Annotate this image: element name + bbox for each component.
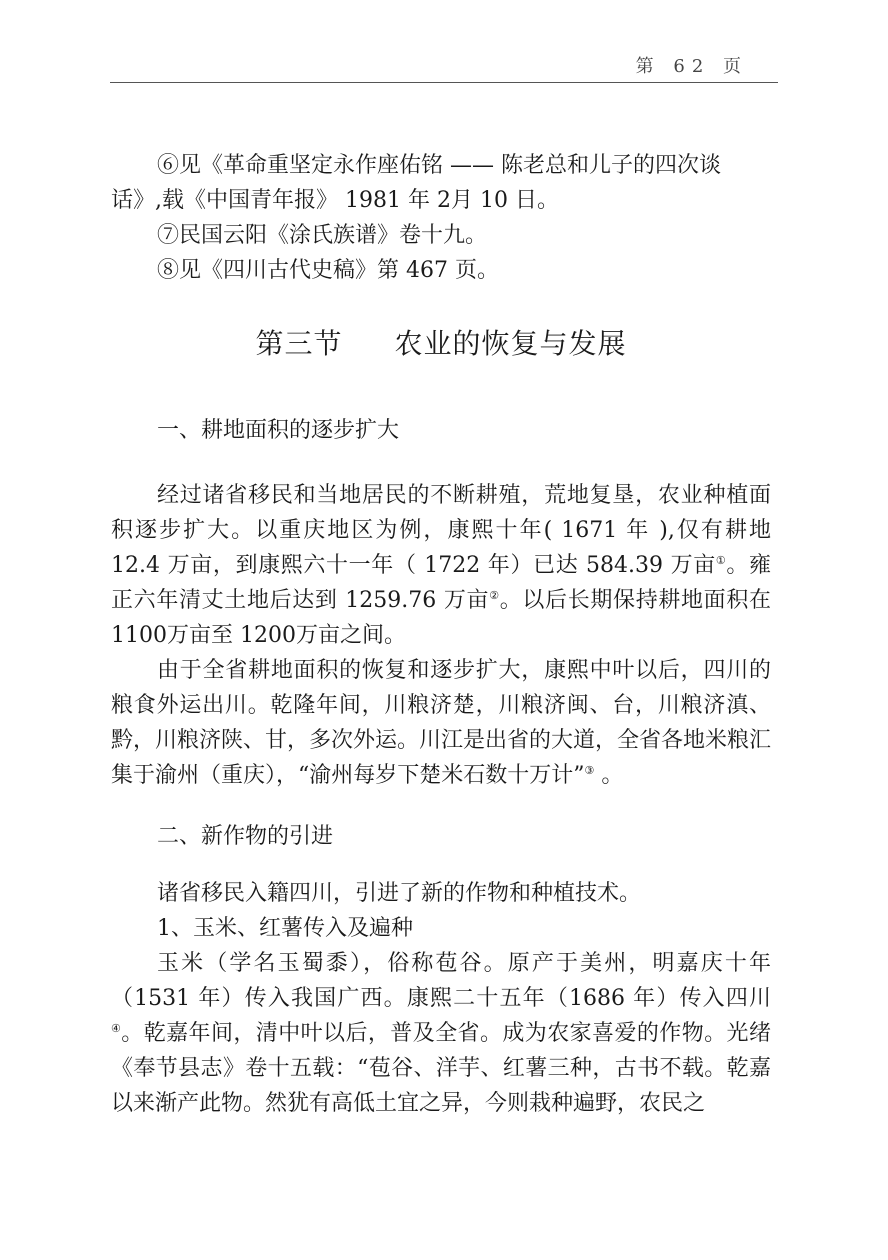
page-content	[111, 148, 771, 1121]
footnote-ref-3: ③	[584, 764, 595, 777]
page-number-header: 第 62 页	[635, 56, 748, 77]
paragraph-corn	[111, 946, 771, 1121]
footnote-ref-1: ①	[715, 554, 727, 567]
sub-heading-corn-sweet-potato: 1、玉米、红薯传入及遍种	[157, 916, 413, 941]
paragraph-text: 。	[594, 763, 624, 788]
paragraph-new-crops: 诸省移民入籍四川，引进了新的作物和种植技术。	[157, 881, 642, 906]
footnote-8: ⑧见《四川古代史稿》第 467 页。	[157, 258, 499, 283]
paragraph-text: 。以后长期保持耕地面积在 1100万亩至 1200万亩之间。	[111, 588, 771, 648]
subsection-heading-2: 二、新作物的引进	[157, 824, 334, 849]
footnote-6: ⑥见《革命重坚定永作座佑铭 —— 陈老总和儿子的四次谈话》,载《中国青年报》 1981 年 2月 10 日。	[111, 153, 721, 213]
subsection-heading-1: 一、耕地面积的逐步扩大	[157, 418, 400, 443]
paragraph-text: 玉米（学名玉蜀黍），俗称苞谷。原产于美州，明嘉庆十年（1531 年）传入我国广西。康熙二十五年（1686 年）传入四川	[111, 951, 771, 1011]
paragraph-grain-export	[111, 653, 771, 793]
paragraph-text: 。乾嘉年间，清中叶以后，普及全省。成为农家喜爱的作物。光绪《奉节县志》卷十五载：“苞谷、洋芋、红薯三种，古书不载。乾嘉以来渐产此物。然犹有高低土宜之异，今则栽种遍野，农民之	[111, 1021, 771, 1116]
header-rule	[110, 82, 778, 83]
paragraph-text: 由于全省耕地面积的恢复和逐步扩大，康熙中叶以后，四川的粮食外运出川。乾隆年间，川粮济楚，川粮济闽、台，川粮济滇、黔，川粮济陕、甘，多次外运。川江是出省的大道，全省各地米粮汇集于渝州（重庆），“渝州每岁下楚米石数十万计”	[111, 658, 772, 788]
footnote-7: ⑦民国云阳《涂氏族谱》卷十九。	[157, 223, 488, 248]
footnote-ref-2: ②	[489, 589, 500, 602]
section-name: 农业的恢复与发展	[394, 327, 627, 360]
footnote-ref-4: ④	[111, 1022, 122, 1035]
paragraph-text: 。雍正六年清丈土地后达到 1259.76 万亩	[111, 553, 771, 613]
paragraph-farmland	[111, 478, 771, 653]
section-number: 第三节	[255, 327, 343, 360]
section-title	[111, 326, 771, 361]
paragraph-text: 经过诸省移民和当地居民的不断耕殖，荒地复垦，农业种植面积逐步扩大。以重庆地区为例，康熙十年( 1671 年 ),仅有耕地 12.4 万亩，到康熙六十一年（ 1722 年）已达 584.39 万亩	[111, 483, 771, 578]
